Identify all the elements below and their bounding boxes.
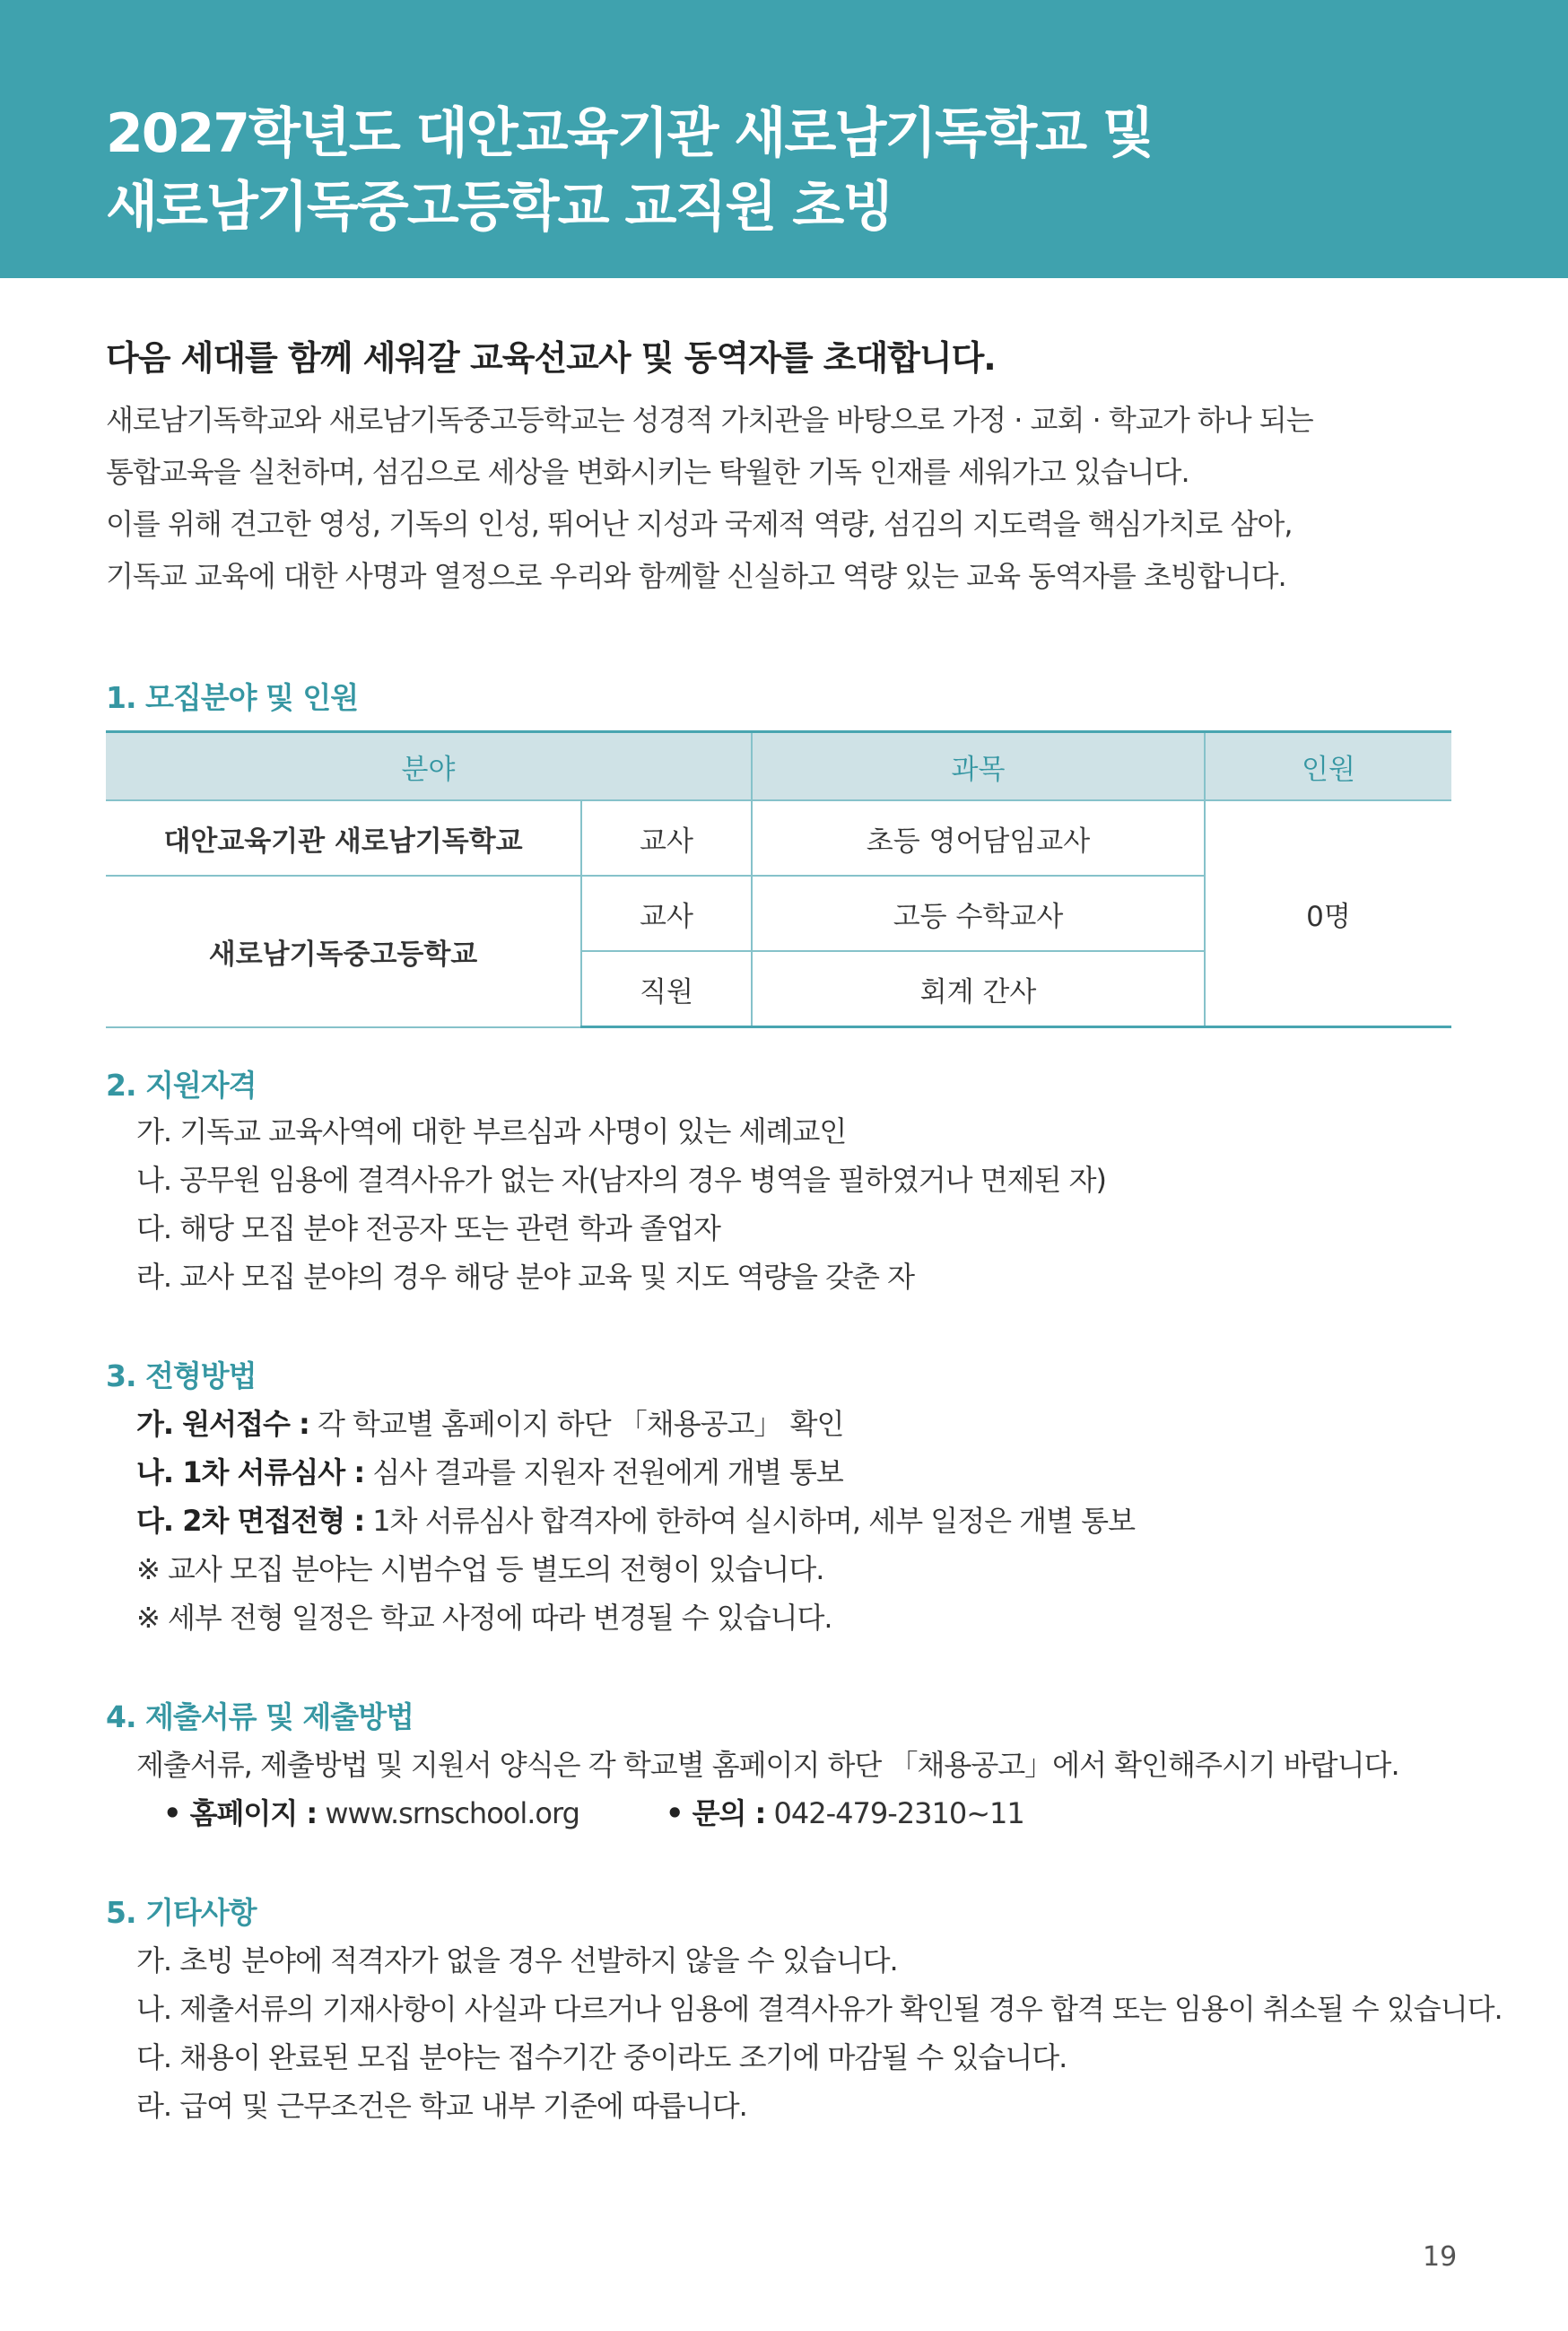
item-text: 각 학교별 홈페이지 하단 「채용공고」 확인: [309, 1407, 844, 1441]
item-label: 가. 원서접수 :: [136, 1407, 309, 1441]
documents-text: 제출서류, 제출방법 및 지원서 양식은 각 학교별 홈페이지 하단 「채용공고」에서 확인해주시기 바랍니다.: [136, 1748, 1399, 1782]
intro-line: 통합교육을 실천하며, 섬김으로 세상을 변화시키는 탁월한 기독 인재를 세워가고 있습니다.: [106, 455, 1189, 489]
item-label: 다. 2차 면접전형 :: [136, 1504, 365, 1538]
role-cell: 직원: [581, 951, 752, 1027]
section1-title: 1. 모집분야 및 인원: [106, 680, 359, 715]
header-field: 분야: [106, 732, 752, 801]
school-cell: 대안교육기관 새로남기독학교: [106, 800, 581, 876]
note-item: ※ 세부 전형 일정은 학교 사정에 따라 변경될 수 있습니다.: [136, 1601, 832, 1635]
section2-title: 2. 지원자격: [106, 1068, 257, 1103]
intro-line: 기독교 교육에 대한 사명과 열정으로 우리와 함께할 신실하고 역량 있는 교육 동역자를 초빙합니다.: [106, 559, 1286, 593]
intro-line: 새로남기독학교와 새로남기독중고등학교는 성경적 가치관을 바탕으로 가정 · 교회 · 학교가 하나 되는: [106, 403, 1313, 437]
contact-phone: 042-479-2310~11: [765, 1796, 1024, 1830]
subject-cell: 고등 수학교사: [752, 876, 1205, 951]
homepage-label: • 홈페이지 :: [163, 1796, 318, 1830]
section3-title: 3. 전형방법: [106, 1358, 257, 1393]
list-item: 라. 급여 및 근무조건은 학교 내부 기준에 따릅니다.: [136, 2089, 747, 2123]
homepage-link[interactable]: www.srnschool.org: [317, 1796, 579, 1830]
role-cell: 교사: [581, 800, 752, 876]
subject-cell: 초등 영어담임교사: [752, 800, 1205, 876]
section4-title: 4. 제출서류 및 제출방법: [106, 1699, 414, 1734]
list-item: 다. 해당 모집 분야 전공자 또는 관련 학과 졸업자: [136, 1211, 720, 1245]
item-text: 심사 결과를 지원자 전원에게 개별 통보: [364, 1455, 843, 1489]
intro-section: [106, 330, 1478, 602]
page-title-line1: 2027학년도 대안교육기관 새로남기독학교 및: [106, 102, 1153, 165]
intro-paragraph: [106, 394, 1478, 602]
table-row: [106, 800, 1451, 876]
contact-info: [666, 1796, 1024, 1830]
list-item: [136, 1448, 1135, 1497]
selection-list: [136, 1400, 1135, 1642]
list-item: 나. 공무원 임용에 결격사유가 없는 자(남자의 경우 병역을 필하였거나 면제된 자): [136, 1163, 1107, 1197]
contact-label: • 문의 :: [666, 1796, 766, 1830]
page-title: [106, 97, 1153, 244]
list-item: 가. 기독교 교육사역에 대한 부르심과 사명이 있는 세례교인: [136, 1114, 847, 1148]
count-cell: 0명: [1205, 800, 1451, 1027]
school-cell: 새로남기독중고등학교: [106, 876, 581, 1027]
intro-line: 이를 위해 견고한 영성, 기독의 인성, 뛰어난 지성과 국제적 역량, 섬김의 지도력을 핵심가치로 삼아,: [106, 507, 1293, 541]
title-banner: [0, 0, 1568, 278]
list-item: [136, 1400, 1135, 1448]
item-text: 1차 서류심사 합격자에 한하여 실시하며, 세부 일정은 개별 통보: [364, 1504, 1136, 1538]
note-item: ※ 교사 모집 분야는 시범수업 등 별도의 전형이 있습니다.: [136, 1552, 824, 1586]
list-item: 라. 교사 모집 분야의 경우 해당 분야 교육 및 지도 역량을 갖춘 자: [136, 1260, 915, 1294]
page-number: 19: [1423, 2241, 1458, 2273]
header-subject: 과목: [752, 732, 1205, 801]
subject-cell: 회계 간사: [752, 951, 1205, 1027]
list-item: 나. 제출서류의 기재사항이 사실과 다르거나 임용에 결격사유가 확인될 경우 합격 또는 임용이 취소될 수 있습니다.: [136, 1992, 1503, 2026]
qualification-list: [136, 1107, 1106, 1301]
list-item: 가. 초빙 분야에 적격자가 없을 경우 선발하지 않을 수 있습니다.: [136, 1943, 898, 1977]
list-item: [136, 1497, 1135, 1545]
list-item: 다. 채용이 완료된 모집 분야는 접수기간 중이라도 조기에 마감될 수 있습니다.: [136, 2040, 1067, 2074]
page-title-line2: 새로남기독중고등학교 교직원 초빙: [106, 176, 893, 239]
role-cell: 교사: [581, 876, 752, 951]
header-count: 인원: [1205, 732, 1451, 801]
other-notes-list: [136, 1936, 1503, 2130]
intro-heading: 다음 세대를 함께 세워갈 교육선교사 및 동역자를 초대합니다.: [106, 338, 996, 378]
homepage-info: [136, 1789, 666, 1838]
contact-row: [136, 1789, 1399, 1838]
documents-list: [136, 1741, 1399, 1838]
section5-title: 5. 기타사항: [106, 1895, 257, 1930]
table-header-row: [106, 732, 1451, 801]
item-label: 나. 1차 서류심사 :: [136, 1455, 365, 1489]
recruitment-table: [106, 730, 1451, 1028]
